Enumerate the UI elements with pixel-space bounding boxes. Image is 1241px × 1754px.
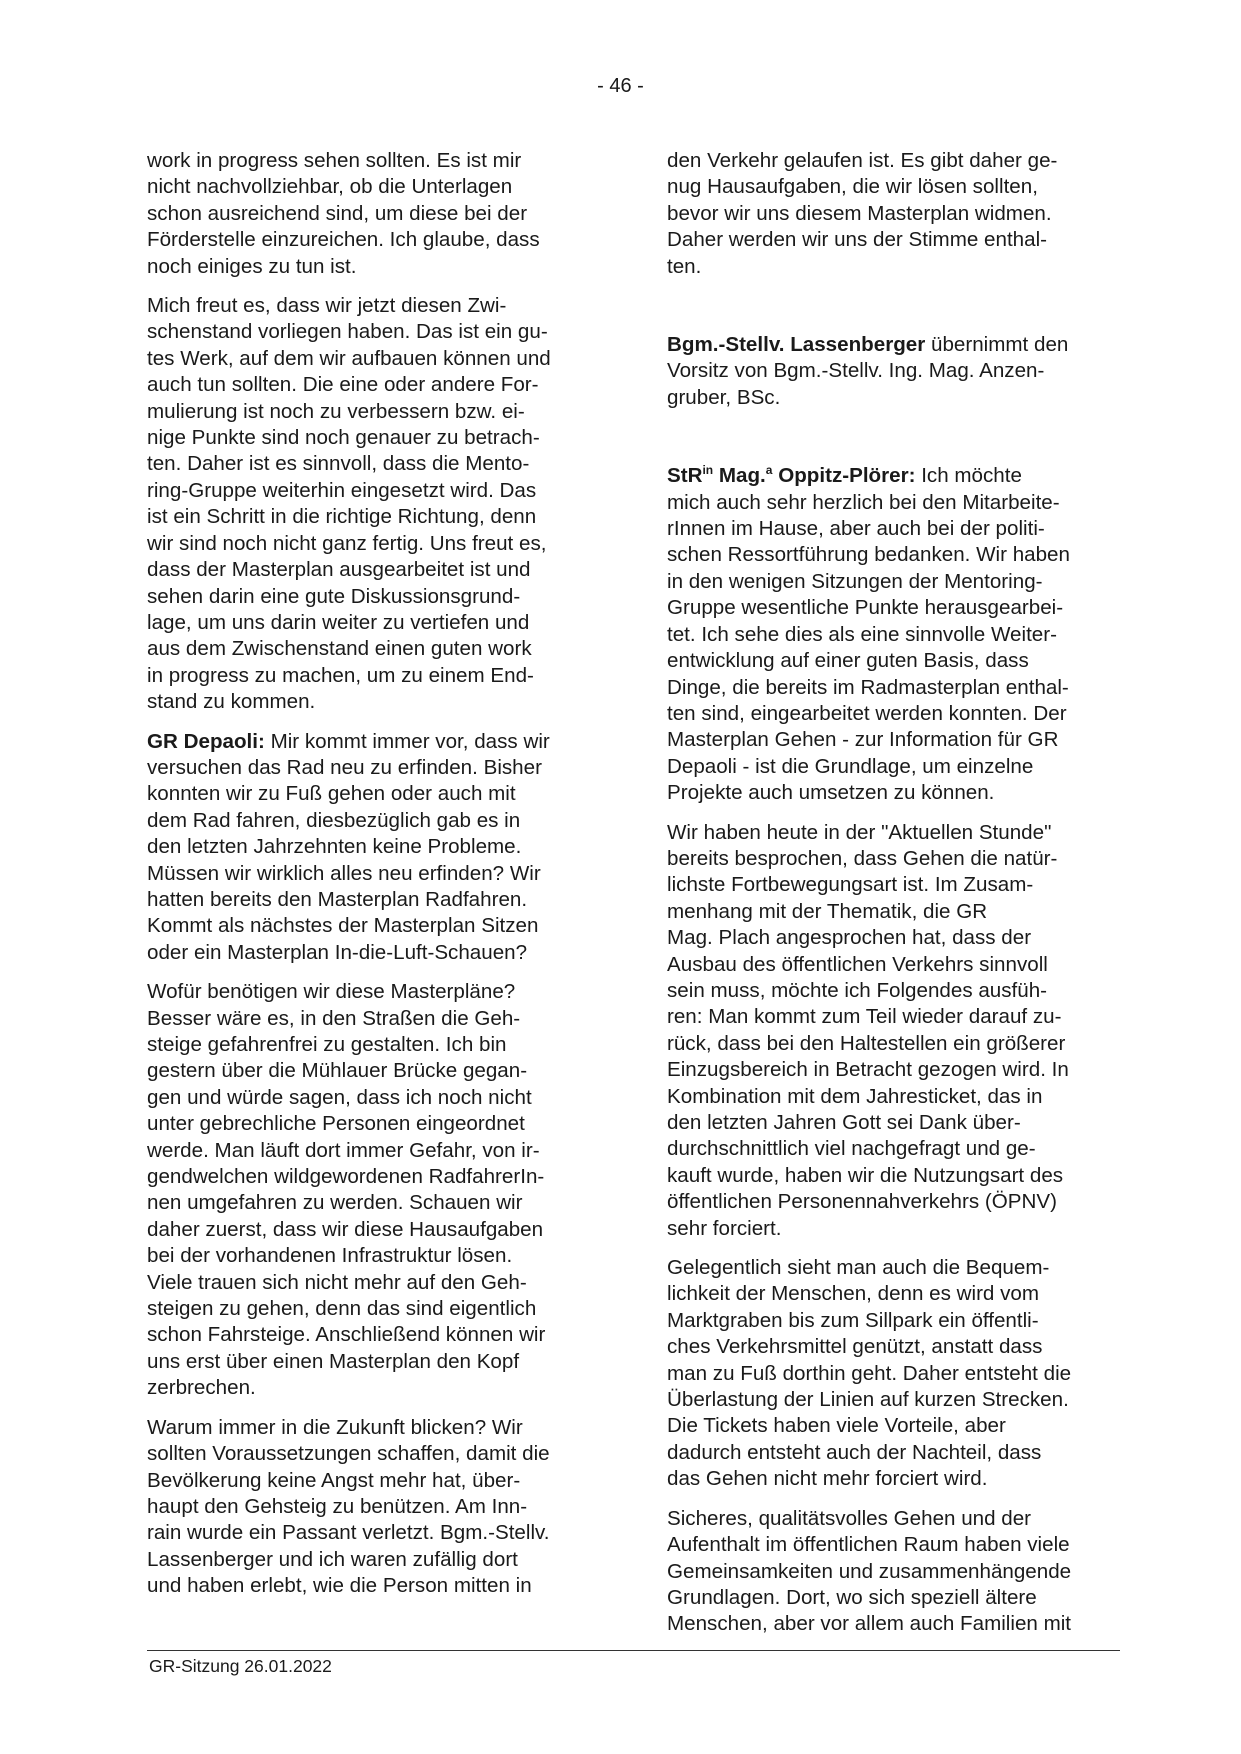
text-line: steige gefahrenfrei zu gestalten. Ich bin <box>147 1033 507 1056</box>
text-line: rInnen im Hause, aber auch bei der politi- <box>667 517 1045 541</box>
text-line: schenstand vorliegen haben. Das ist ein gu- <box>147 320 548 344</box>
text-line: work in progress sehen sollten. Es ist mir <box>147 149 522 172</box>
speech-first-line: GR Depaoli: Mir kommt immer vor, dass wir <box>147 729 550 753</box>
text-line: versuchen das Rad neu zu erfinden. Bisher <box>147 755 542 779</box>
text-line: lichste Fortbewegungsart ist. Im Zusam- <box>667 873 1034 897</box>
text-line: Wofür benötigen wir diese Masterpläne? <box>147 980 516 1004</box>
text-line: Besser wäre es, in den Straßen die Geh- <box>147 1006 521 1030</box>
speaker-name: GR Depaoli: <box>147 729 265 753</box>
text-line: kauft wurde, haben wir die Nutzungsart des <box>667 1163 1064 1187</box>
text-line: Förderstelle einzureichen. Ich glaube, dass <box>147 228 540 252</box>
text-line: oder ein Masterplan In-die-Luft-Schauen? <box>147 940 528 964</box>
text-line: und haben erlebt, wie die Person mitten in <box>147 1574 532 1598</box>
text-line: Einzugsbereich in Betracht gezogen wird. In <box>667 1058 1069 1082</box>
text-line: zerbrechen. <box>147 1376 256 1400</box>
text-line: uns erst über einen Masterplan den Kopf <box>147 1349 520 1373</box>
text-line: Gemeinsamkeiten und zusammenhängende <box>667 1559 1072 1583</box>
text-line: unter gebrechliche Personen eingeordnet <box>147 1112 525 1136</box>
text-line: Warum immer in die Zukunft blicken? Wir <box>147 1415 523 1439</box>
text-line: auch tun sollten. Die eine oder andere For- <box>147 373 539 397</box>
text-line: Gruppe wesentliche Punkte herausgearbei- <box>667 596 1064 620</box>
text-line: daher zuerst, dass wir diese Hausaufgaben <box>147 1217 544 1241</box>
text-line: Wir haben heute in der "Aktuellen Stunde" <box>667 820 1052 844</box>
speaker-name: Bgm.-Stellv. Lassenberger <box>667 333 926 357</box>
text-line: den letzten Jahrzehnten keine Probleme. <box>147 835 522 859</box>
note-first-line: Bgm.-Stellv. Lassenberger übernimmt den <box>667 333 1069 357</box>
text-line: stand zu kommen. <box>147 690 316 714</box>
text-line: Aufenthalt im öffentlichen Raum haben viele <box>667 1533 1070 1557</box>
text-line: gruber, BSc. <box>667 385 781 409</box>
text-line: tet. Ich sehe dies als eine sinnvolle Weiter- <box>667 622 1057 646</box>
footer-session-date: GR-Sitzung 26.01.2022 <box>149 1656 332 1676</box>
text-line: ches Verkehrsmittel genützt, anstatt dass <box>667 1335 1043 1359</box>
text-line: werde. Man läuft dort immer Gefahr, von ir- <box>147 1138 540 1162</box>
text-line: in progress zu machen, um zu einem End- <box>147 663 534 687</box>
text-line: mulierung ist noch zu verbessern bzw. ei- <box>147 399 525 423</box>
text-line: mich auch sehr herzlich bei den Mitarbeite- <box>667 490 1060 514</box>
speech-body <box>667 490 1119 807</box>
text-line: sehen darin eine gute Diskussionsgrund- <box>147 584 521 608</box>
text-line: bei der vorhandenen Infrastruktur lösen. <box>147 1244 513 1268</box>
text-line: ring-Gruppe weiterhin eingesetzt wird. Das <box>147 478 537 502</box>
speech-depaoli <box>147 729 599 967</box>
text-line: gestern über die Mühlauer Brücke gegan- <box>147 1059 528 1083</box>
text-line: Kombination mit dem Jahresticket, das in <box>667 1084 1043 1108</box>
text-line: sein muss, möchte ich Folgendes ausfüh- <box>667 978 1048 1002</box>
speech-first-line: StR$^{in}$ Mag.$^a$ Oppitz-Plörer: Ich möchte <box>667 463 1022 488</box>
text-line: den letzten Jahren Gott sei Dank über- <box>667 1111 1021 1134</box>
text-line: Projekte auch umsetzen zu können. <box>667 781 995 805</box>
text-line: haupt den Gehsteig zu benützen. Am Inn- <box>147 1494 528 1518</box>
chair-change-note <box>667 332 1119 411</box>
text-line: man zu Fuß dorthin geht. Daher entsteht die <box>667 1361 1072 1385</box>
text-line: schon Fahrsteige. Anschließend können wir <box>147 1323 546 1347</box>
page-number: - 46 - <box>597 75 644 97</box>
text-line: tes Werk, auf dem wir aufbauen können und <box>147 346 551 370</box>
text-line: steigen zu gehen, denn das sind eigentlich <box>147 1297 537 1321</box>
text-line: in den wenigen Sitzungen der Mentoring- <box>667 569 1043 593</box>
text-line: den Verkehr gelaufen ist. Es gibt daher ge- <box>667 149 1058 172</box>
text-line: konnten wir zu Fuß gehen oder auch mit <box>147 782 516 806</box>
text-line: Ausbau des öffentlichen Verkehrs sinnvoll <box>667 952 1048 976</box>
text-line: Daher werden wir uns der Stimme enthal- <box>667 228 1047 252</box>
speech-oppitz-ploerer <box>667 463 1119 806</box>
text-line: Dinge, die bereits im Radmasterplan enthal- <box>667 675 1069 699</box>
text-line: nicht nachvollziehbar, ob die Unterlagen <box>147 175 513 199</box>
footer-divider <box>147 1650 1120 1651</box>
text-line: Sicheres, qualitätsvolles Gehen und der <box>667 1506 1032 1530</box>
text-line: rain wurde ein Passant verletzt. Bgm.-Stellv. <box>147 1521 550 1545</box>
text-line: ten. <box>667 254 702 278</box>
text-line: Mag. Plach angesprochen hat, dass der <box>667 926 1032 950</box>
text-line: Vorsitz von Bgm.-Stellv. Ing. Mag. Anzen- <box>667 359 1045 383</box>
text-line: ren: Man kommt zum Teil wieder darauf zu- <box>667 1005 1062 1029</box>
paragraph <box>147 979 599 1402</box>
text-line: ten. Daher ist es sinnvoll, dass die Mento- <box>147 452 530 476</box>
text-line: schon ausreichend sind, um diese bei der <box>147 201 528 225</box>
text-line: dadurch entsteht auch der Nachteil, dass <box>667 1440 1042 1464</box>
text-line: wir sind noch nicht ganz fertig. Uns freut es, <box>147 531 547 555</box>
text-line: Die Tickets haben viele Vorteile, aber <box>667 1414 1006 1438</box>
left-column <box>147 148 599 1613</box>
text-line: entwicklung auf einer guten Basis, dass <box>667 649 1029 673</box>
right-column <box>667 148 1119 1651</box>
text-line: ten sind, eingearbeitet werden konnten. Der <box>667 701 1067 725</box>
text-line: bevor wir uns diesem Masterplan widmen. <box>667 201 1052 225</box>
text-line: öffentlichen Personennahverkehrs (ÖPNV) <box>667 1190 1057 1214</box>
text-line: sollten Voraussetzungen schaffen, damit die <box>147 1442 550 1466</box>
paragraph <box>147 148 599 280</box>
text-line: Müssen wir wirklich alles neu erfinden? Wir <box>147 861 541 885</box>
text-line: nige Punkte sind noch genauer zu betrach- <box>147 426 540 450</box>
text-line: gendwelchen wildgewordenen RadfahrerIn- <box>147 1165 545 1189</box>
paragraph <box>667 1255 1119 1493</box>
text-line: dass der Masterplan ausgearbeitet ist und <box>147 558 531 582</box>
note-body <box>667 358 1119 411</box>
text-line: nug Hausaufgaben, die wir lösen sollten, <box>667 175 1038 199</box>
text-line: menhang mit der Thematik, die GR <box>667 899 988 923</box>
text-line: dem Rad fahren, diesbezüglich gab es in <box>147 808 521 832</box>
text-line: Viele trauen sich nicht mehr auf den Geh- <box>147 1270 527 1294</box>
paragraph <box>147 1415 599 1600</box>
text-line: durchschnittlich viel nachgefragt und ge- <box>667 1137 1036 1161</box>
text-line: Mich freut es, dass wir jetzt diesen Zwi- <box>147 294 507 318</box>
speaker-name: StR$^{in}$ Mag.$^a$ Oppitz-Plörer: <box>667 463 916 488</box>
text-line: Masterplan Gehen - zur Information für GR <box>667 728 1059 752</box>
text-line: Depaoli - ist die Grundlage, um einzelne <box>667 754 1034 778</box>
text-line: lichkeit der Menschen, denn es wird vom <box>667 1282 1040 1306</box>
text-line: Gelegentlich sieht man auch die Bequem- <box>667 1256 1050 1280</box>
text-line: rück, dass bei den Haltestellen ein größerer <box>667 1031 1066 1055</box>
text-line: bereits besprochen, dass Gehen die natür- <box>667 846 1058 870</box>
text-line: hatten bereits den Masterplan Radfahren. <box>147 887 528 911</box>
paragraph <box>147 293 599 716</box>
text-line: Marktgraben bis zum Sillpark ein öffentli- <box>667 1308 1039 1332</box>
text-line: gen und würde sagen, dass ich noch nicht <box>147 1085 532 1109</box>
text-line: lage, um uns darin weiter zu vertiefen und <box>147 610 530 634</box>
text-line: Menschen, aber vor allem auch Familien mit <box>667 1612 1072 1636</box>
text-line: schen Ressortführung bedanken. Wir haben <box>667 543 1070 567</box>
paragraph <box>667 148 1119 280</box>
text-line: Bevölkerung keine Angst mehr hat, über- <box>147 1468 521 1492</box>
speech-body <box>147 755 599 966</box>
text-line: noch einiges zu tun ist. <box>147 254 357 278</box>
text-line: sehr forciert. <box>667 1216 782 1240</box>
text-line: aus dem Zwischenstand einen guten work <box>147 637 532 661</box>
paragraph <box>667 1506 1119 1638</box>
text-line: ist ein Schritt in die richtige Richtung, denn <box>147 505 537 529</box>
text-line: Lassenberger und ich waren zufällig dort <box>147 1547 518 1571</box>
text-line: Grundlagen. Dort, wo sich speziell ältere <box>667 1585 1037 1609</box>
text-line: das Gehen nicht mehr forciert wird. <box>667 1467 988 1491</box>
text-line: nen umgefahren zu werden. Schauen wir <box>147 1191 523 1215</box>
text-line: Überlastung der Linien auf kurzen Strecken. <box>667 1388 1069 1412</box>
paragraph <box>667 820 1119 1243</box>
text-line: Kommt als nächstes der Masterplan Sitzen <box>147 914 539 938</box>
